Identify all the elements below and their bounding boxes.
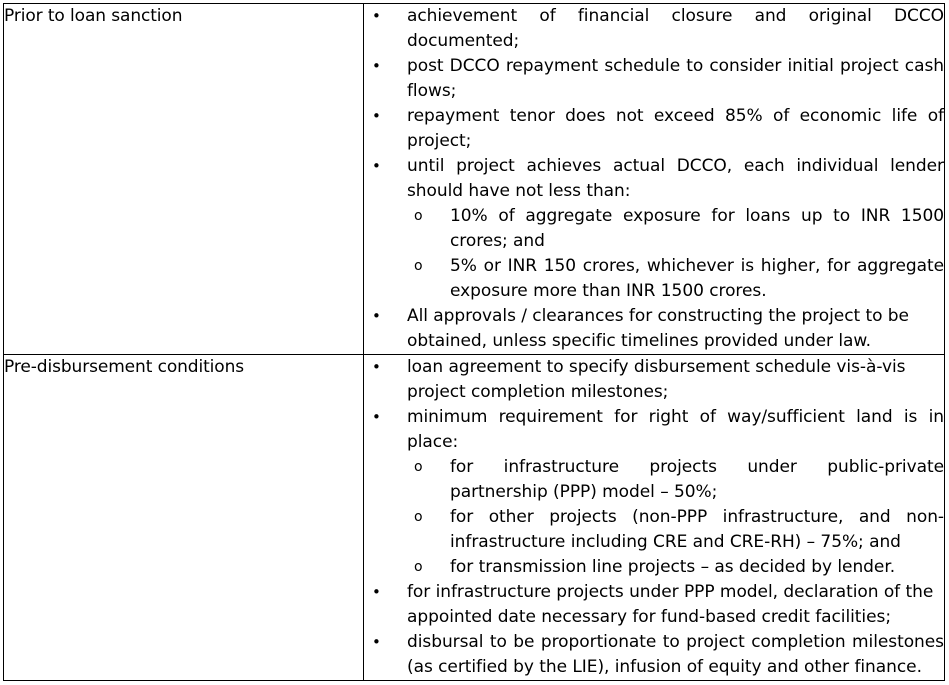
row-content-cell [364,355,945,681]
row-label-text: Pre-disbursement conditions [4,357,245,377]
sub-list-item [412,254,944,304]
bullet-list [364,355,944,680]
list-item [364,355,944,405]
list-item [364,154,944,304]
sub-list-item-text: for other projects (non-PPP infrastructure, and non-infrastructure including CRE and CRE-RH) – 75%; and [450,507,944,552]
table-row [4,355,945,681]
bullet-marker-icon: • [372,633,381,651]
row-label-cell [4,4,364,355]
list-item [364,405,944,580]
sub-list-item [412,555,944,580]
sub-list-item-text: for transmission line projects – as decided by lender. [450,557,896,577]
row-label-cell [4,355,364,681]
list-item [364,104,944,154]
list-item-text: for infrastructure projects under PPP model, declaration of the appointed date necessary for fund-based credit facilities; [407,582,934,627]
list-item [364,304,944,354]
sub-list-item [412,204,944,254]
list-item-text: All approvals / clearances for constructing the project to be obtained, unless specific timelines provided under law. [407,306,909,351]
row-label-text: Prior to loan sanction [4,6,183,26]
list-item [364,580,944,630]
sub-list-item-text: for infrastructure projects under public-private partnership (PPP) model – 50%; [450,457,944,502]
bullet-marker-icon: • [372,7,381,25]
bullet-list [364,4,944,354]
sub-bullet-marker-icon: o [414,559,423,575]
table-row [4,4,945,355]
bullet-marker-icon: • [372,358,381,376]
sub-bullet-marker-icon: o [414,459,423,475]
row-content-cell [364,4,945,355]
sub-list-item [412,505,944,555]
sub-bullet-marker-icon: o [414,258,423,274]
list-item [364,4,944,54]
list-item [364,630,944,680]
list-item-text: post DCCO repayment schedule to consider initial project cash flows; [407,56,944,101]
sub-list-item [412,455,944,505]
bullet-marker-icon: • [372,583,381,601]
list-item-text: until project achieves actual DCCO, each individual lender should have not less than: [407,156,944,201]
list-item-text: repayment tenor does not exceed 85% of economic life of project; [407,106,944,151]
bullet-marker-icon: • [372,307,381,325]
list-item-text: minimum requirement for right of way/sufficient land is in place: [407,407,944,452]
sub-bullet-list [407,455,944,580]
list-item-text: loan agreement to specify disbursement schedule vis-à-vis project completion milestones; [407,357,906,402]
bullet-marker-icon: • [372,408,381,426]
sub-bullet-marker-icon: o [414,509,423,525]
table-body [4,4,945,681]
bullet-marker-icon: • [372,57,381,75]
conditions-table [3,3,945,681]
sub-list-item-text: 10% of aggregate exposure for loans up to INR 1500 crores; and [450,206,944,251]
list-item-text: disbursal to be proportionate to project completion milestones (as certified by the LIE), infusion of equity and other finance. [407,632,944,677]
sub-bullet-list [407,204,944,304]
list-item [364,54,944,104]
sub-list-item-text: 5% or INR 150 crores, whichever is higher, for aggregate exposure more than INR 1500 crores. [450,256,944,301]
bullet-marker-icon: • [372,107,381,125]
list-item-text: achievement of financial closure and original DCCO documented; [407,6,944,51]
bullet-marker-icon: • [372,157,381,175]
sub-bullet-marker-icon: o [414,208,423,224]
